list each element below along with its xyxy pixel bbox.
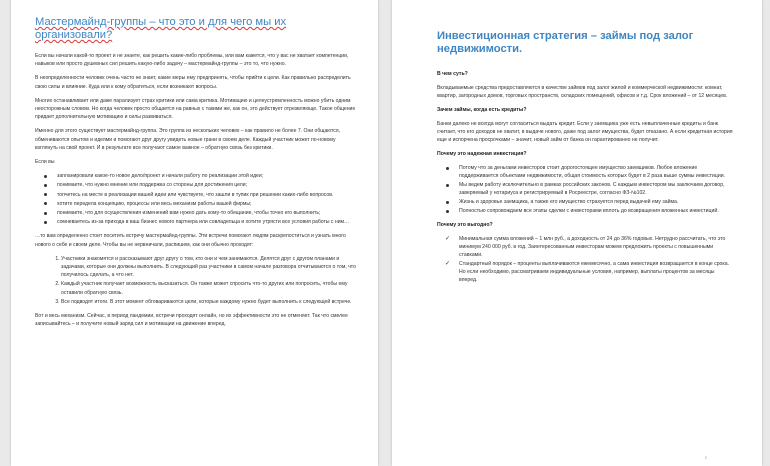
list-item: понимаете, что нужно мнение или поддержка со стороны для достижения цели; xyxy=(57,181,358,189)
paragraph: Именно для этого существует мастермайнд-группа. Это группа из нескольких человек – как правило не более 7. Они общаются, обмениваются опытом и идеями и помогают друг другу увидеть новые грани в своем деле. Каждый участник может по-новому взглянуть на свой проект. И в результате все получают самое важное – обратную связь без критики. xyxy=(35,128,340,151)
list-item-text: Минимальная сумма вложений – 1 млн руб., а доходность от 24 до 36% годовых. Нетрудно рассчитать, что это минимум 240 000 руб. в год. Заинтересованным инвесторам можем предложить проекты с повышенными ставками. xyxy=(459,236,726,258)
section-heading: Зачем займы, когда есть кредиты? xyxy=(437,107,527,113)
list-item: Полностью сопровождаем все этапы сделки с инвесторами вплоть до возвращения вложенных инвестиций. xyxy=(459,207,734,215)
section-heading: Почему это надежная инвестиция? xyxy=(437,151,527,157)
document-page-left xyxy=(11,0,378,466)
list-item: 3. Все подводят итоги. В этот момент обговариваются цели, которые каждому нужно будет выполнить к следующей встрече. xyxy=(61,298,358,306)
bullet-list xyxy=(35,172,358,226)
checkmark-icon: ✓ xyxy=(445,261,451,267)
list-item: топчетесь на месте в реализации вашей идеи или чувствуете, что зашли в тупик при решении каких-либо вопросов. xyxy=(57,191,358,199)
list-item: Потому что за деньгами инвесторов стоит дорогостоящее имущество заемщиков. Любое вложение поддерживается объектами недвижимости, общая стоимость которых будет в 2 раза выше суммы инвестиции. xyxy=(459,164,734,180)
paragraph: Вот и весь механизм. Сейчас, в период пандемии, встречи проходят онлайн, но их эффективности это не отменяет. Так что смелее записывайтесь – и получите новый заряд сил и мотивации на движение вперед. xyxy=(35,313,348,328)
paragraph: Вкладываемые средства предоставляются в качестве займов под залог жилой и коммерческой недвижимости: комнат, квартир, загородных домов, торговых пространств, складских помещений, офисов и т.д. Срок вложений – от 12 месяцев. xyxy=(437,85,728,99)
paragraph: Многих останавливает или даже парализует страх критики или сама критика. Мотивацию и целеустремленность можно убить одним неосторожным словом. Но когда человек просто общается на равных с такими же, как он, это действует отрезвляюще. Такое общение придает дополнительную мотивацию и силы развиваться. xyxy=(35,97,356,121)
paragraph: …то вам определенно стоит посетить встречу мастермайнд-группы. Эти встречи помогают людям раскрепоститься и узнать много нового о себе и своем деле. Чтобы вы не нервничали, распишем, как они обычно проходят: xyxy=(35,233,346,248)
list-intro: Если вы xyxy=(35,159,55,166)
bullet-list xyxy=(437,164,734,215)
check-list xyxy=(437,235,734,284)
list-item: 1. Участники знакомятся и рассказывают друг другу о том, кто они и чем занимаются. Делятся друг с другом планами и задачами, которые они должны выполнить. В следующий раз участники в самом начале разговора отчитываются о том, что получилось сделать, а что нет. xyxy=(61,255,358,280)
page-content xyxy=(35,16,358,334)
page-title: Мастермайнд-группы – что это и для чего мы их организовали? xyxy=(35,16,287,41)
paragraph: Если вы начали какой-то проект и не знаете, как решить какие-либо проблемы, или вам кажется, что у вас не хватает компетенции, навыков или просто душевных сил решить какую-либо задачу – мастермайнд-группы – это то, что нужно. xyxy=(35,53,349,68)
list-item xyxy=(445,260,734,284)
list-item: Мы ведем работу исключительно в рамках российских законов. С каждым инвестором мы заключаем договор, заверяемый у нотариуса и регистрируемый в Росреестре, согласно ФЗ-№102. xyxy=(459,181,734,197)
list-item: хотите передела концепцию, процессы или весь механизм работы вашей фирмы; xyxy=(57,200,358,208)
section-heading: В чем суть? xyxy=(437,71,468,77)
page-content xyxy=(437,30,734,290)
list-item: Жизнь и здоровье заемщика, а также его имущество страхуется перед выдачей ему займа. xyxy=(459,198,734,206)
list-item: понимаете, что для осуществления изменений вам нужно дать кому-то обещание, чтобы точно его выполнить; xyxy=(57,209,358,217)
list-item: сомневаетесь из-за прихода в ваш бизнес нового партнера или совладельца и хотите утрясти все условия работы с ним… xyxy=(57,218,358,226)
page-number: 2 xyxy=(704,455,707,460)
list-item: запланировали какое-то новое дело/проект и начали работу по реализации этой идеи; xyxy=(57,172,358,180)
document-page-right xyxy=(392,0,762,466)
numbered-list xyxy=(35,255,358,306)
paragraph: Банки далеко не всегда могут согласиться выдать кредит. Если у заемщика уже есть невыплаченные кредиты и банк считает, что его доходов не хватит, в выдаче нового, даже под залог имущества, будет отказано. А если кредитная история еще и испорчена просрочками – значит, новый займ от банка он гарантированно не получит. xyxy=(437,121,733,143)
checkmark-icon: ✓ xyxy=(445,236,451,242)
list-item xyxy=(445,235,734,259)
paragraph: В неопределенности человек очень часто не знает, какие меры ему предпринять, чтобы прийти к цели. Как правильно распределить свою силы и влияние. Куда или к кому обратиться, если возникают вопросы. xyxy=(35,75,351,90)
page-title: Инвестиционная стратегия – займы под залог недвижимости. xyxy=(437,30,694,55)
section-heading: Почему это выгодно? xyxy=(437,222,493,228)
list-item: 2. Каждый участник получает возможность высказаться. Он также может спросить что-то других или попросить, чтобы ему оставили обратную связь. xyxy=(61,280,358,296)
list-item-text: Стандартный порядок – проценты выплачиваются ежемесячно, а сама инвестиция возвращается в конце срока. Но если необходимо, рассматриваем индивидуальные условия, например, выплаты процентов за месяцы вперед. xyxy=(459,261,730,283)
